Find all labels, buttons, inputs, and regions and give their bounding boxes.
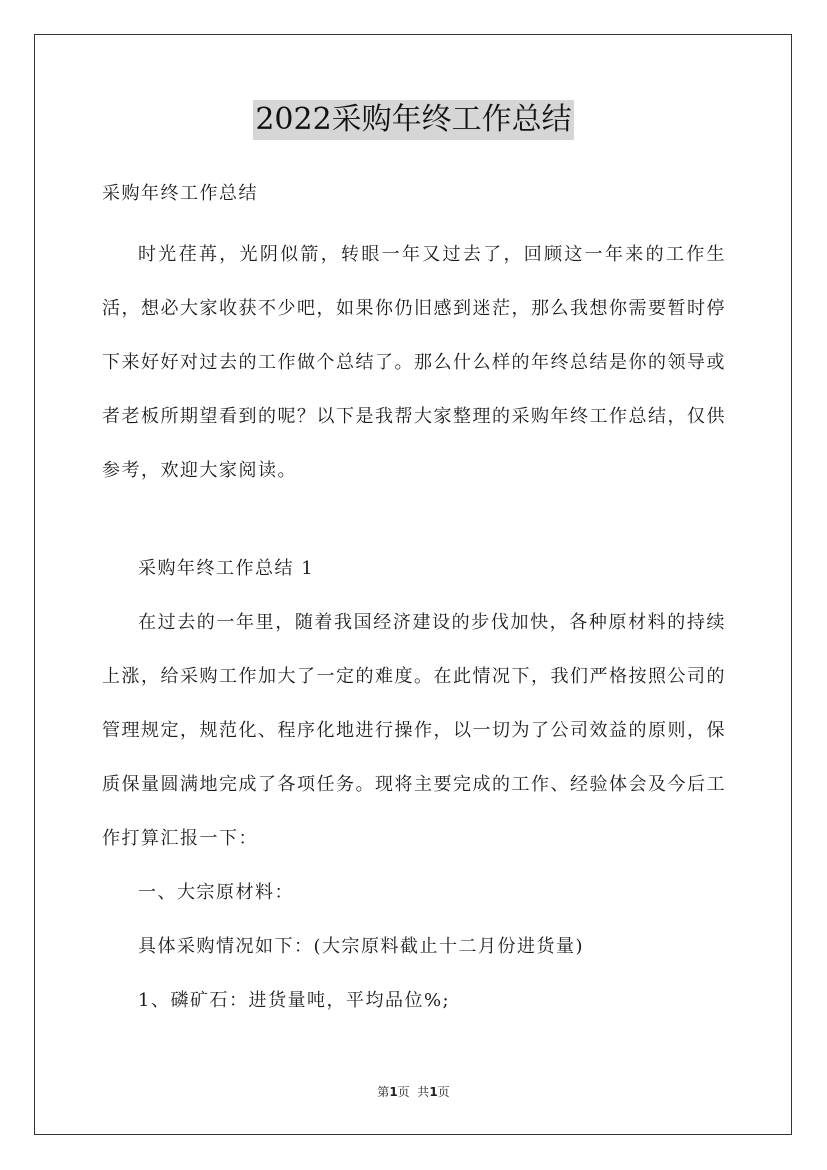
intro-paragraph: 时光荏苒，光阴似箭，转眼一年又过去了，回顾这一年来的工作生活，想必大家收获不少吧，如果你仍旧感到迷茫，那么我想你需要暂时停下来好好对过去的工作做个总结了。那么什么样的年终总结是你的领导或者老板所期望看到的呢？以下是我帮大家整理的采购年终工作总结，仅供参考，欢迎大家阅读。 xyxy=(102,244,726,481)
item-detail: 具体采购情况如下：(大宗原料截止十二月份进货量) xyxy=(138,936,585,957)
page-footer xyxy=(0,1083,827,1100)
footer-page-total: 1 xyxy=(429,1085,438,1099)
footer-prefix: 第 xyxy=(377,1085,390,1099)
footer-suffix: 页 xyxy=(437,1085,450,1099)
item-heading: 一、大宗原材料： xyxy=(138,882,294,903)
footer-page-number: 1 xyxy=(389,1085,398,1099)
document-title: 2022采购年终工作总结 xyxy=(253,100,573,140)
document-body xyxy=(102,176,726,1028)
title-container xyxy=(0,100,827,140)
section-1-paragraph: 在过去的一年里，随着我国经济建设的步伐加快，各种原材料的持续上涨，给采购工作加大了一定的难度。在此情况下，我们严格按照公司的管理规定，规范化、程序化地进行操作，以一切为了公司效益的原则，保质保量圆满地完成了各项任务。现将主要完成的工作、经验体会及今后工作打算汇报一下： xyxy=(102,612,726,849)
document-subtitle: 采购年终工作总结 xyxy=(102,183,258,204)
section-1-heading: 采购年终工作总结 1 xyxy=(138,558,315,579)
footer-mid: 页 共 xyxy=(397,1085,430,1099)
item-line-1: 1、磷矿石：进货量吨，平均品位%; xyxy=(138,990,451,1011)
